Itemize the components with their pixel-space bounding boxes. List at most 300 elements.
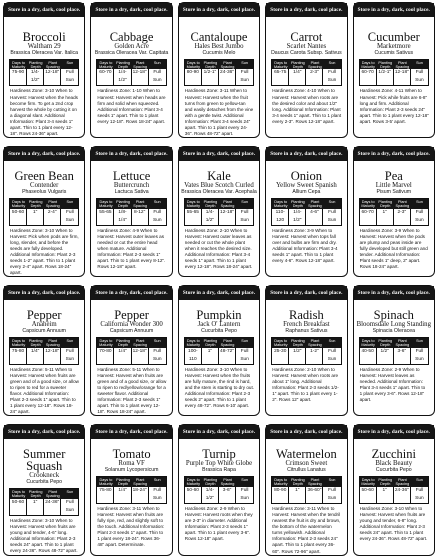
table-header-cell: Days to Maturity: [361, 199, 375, 208]
plant-name: Watermelon: [276, 447, 337, 462]
table-value-cell: 100-110: [185, 348, 202, 364]
plant-variety: California Wonder 300: [100, 321, 163, 329]
plant-name: Cantaloupe: [190, 30, 248, 44]
table-header-cell: Plant Spacing: [395, 477, 410, 487]
table-header-cell: Sun: [61, 338, 78, 347]
table-value-cell: 3-6": [394, 348, 411, 364]
seed-label-card: [3, 2, 85, 138]
storage-instruction-header: Store in a dry, dark, cool place.: [266, 3, 346, 17]
seed-label-card: [265, 146, 347, 277]
seed-label-card: [353, 424, 435, 555]
storage-instruction-header: Store in a dry, dark, cool place.: [4, 3, 84, 17]
plant-name: Pea: [384, 169, 403, 184]
table-header-cell: Planting Depth: [378, 477, 393, 487]
table-value-cell: 1": [377, 209, 394, 225]
latin-name: Cucurbita Pepo: [201, 328, 237, 335]
table-value-cell: 1": [377, 487, 394, 503]
table-value-cell: 1/4-1/2": [114, 69, 131, 85]
table-value-cell: Full Sun: [65, 209, 75, 223]
growing-info-table: [96, 59, 166, 86]
table-value-cell: 1/4": [289, 69, 306, 85]
table-header-cell: Planting Depth: [116, 199, 130, 208]
latin-name: Brassica Oleracea Var. Italica: [10, 50, 79, 56]
storage-instruction-header: Store in a dry, dark, cool place.: [179, 286, 259, 300]
plant-name: Summer Squash: [23, 447, 66, 474]
latin-name: Cucurbita Pepo: [26, 479, 63, 486]
storage-instruction-header: Store in a dry, dark, cool place.: [354, 425, 434, 439]
growing-instructions: Hardiness Zone: 3-9 When to Harvest: Harvest when the pods are plump and peas inside are fully developed but still green and tender. Additional Information: Plant seeds 1" deep, 2" apart. Rows 18-24" apart.: [359, 227, 428, 270]
plant-name: Pepper: [26, 308, 62, 323]
growing-instructions: Hardiness Zone: 5-11 When to Harvest: Harvest when fruits are green and of a good size, or allow to ripen to red for a sweeter flavor. Additional Information: Plant 2-3 seeds 1" apart. Thin to 1 plant every 12-18". Rows 18-24" apart.: [10, 366, 79, 415]
growing-info-table: [9, 488, 79, 515]
table-header-cell: Sun: [61, 199, 78, 208]
seed-label-card: [3, 424, 85, 555]
latin-name: Pisum Sativum: [376, 189, 412, 196]
table-header-cell: Sun: [236, 338, 253, 347]
table-value-cell: Full Sun: [415, 348, 424, 362]
table-value-cell: 4-6": [306, 209, 323, 225]
growing-instructions: Hardiness Zone: 3-10 When to Harvest: Harvest when fruits are young and tender, 6-8" long. Additional Information: Plant 2-3 seeds 24" apart. Thin to 1 plant every 24-36". Rows 48-72" apart.: [359, 505, 428, 542]
growing-info-table: [271, 59, 341, 86]
table-value-cell: 40-50: [360, 348, 377, 364]
plant-variety: French Breakfast: [283, 321, 330, 329]
table-value-cell: 24-36": [44, 499, 61, 515]
table-header-cell: Days to Maturity: [361, 338, 375, 348]
growing-info-table: [359, 476, 429, 503]
plant-variety: Purple Top White Globe: [185, 460, 253, 468]
table-header-cell: Sun: [411, 477, 428, 486]
table-header-cell: Days to Maturity: [273, 60, 288, 69]
table-value-cell: 1/2-1": [202, 69, 219, 85]
latin-name: Cucumis Melo: [202, 50, 236, 56]
growing-instructions: Hardiness Zone: 4-11 When to Harvest: Pick while fruits are 6-8" long and firm. Additional Information: Plant 2-3 seeds 24" apart. Thin to 1 plant every 12-18" apart. Rows 3-5' apart.: [359, 88, 429, 124]
table-header-cell: Sun: [236, 199, 253, 208]
plant-name: Cucumber: [367, 30, 420, 44]
storage-instruction-header: Store in a dry, dark, cool place.: [179, 3, 259, 17]
plant-variety: Waltham 29: [27, 43, 61, 50]
table-header-cell: Plant Spacing: [45, 199, 60, 208]
plant-variety: Crookneck: [29, 472, 60, 480]
table-header-cell: Sun: [323, 199, 340, 208]
table-value-cell: 1/4": [114, 348, 131, 364]
table-value-cell: 80-90: [185, 69, 202, 85]
plant-variety: Yellow Sweet Spanish: [275, 182, 337, 190]
plant-name: Pepper: [114, 308, 149, 323]
table-header-cell: Planting Depth: [290, 60, 305, 69]
table-value-cell: Full Sun: [415, 70, 424, 84]
table-value-cell: 55-65: [185, 209, 202, 225]
plant-name: Turnip: [202, 447, 236, 462]
table-value-cell: 8-12": [132, 209, 149, 225]
plant-variety: Anaheim: [31, 321, 57, 329]
table-value-cell: 1": [202, 348, 219, 364]
table-value-cell: 12-18": [44, 69, 61, 85]
growing-info-table: [359, 59, 429, 86]
table-header-cell: Days to Maturity: [11, 60, 26, 69]
table-value-cell: 1": [27, 209, 44, 225]
seed-label-card: [353, 285, 435, 416]
growing-instructions: Hardiness Zone: 3-10 When to Harvest: Harvest when fruits are young and tender, 4-6" long. Additional Information: Plant 2-3 seeds 24" apart. Thin to 1 plant every 24-36". Rows 48-72" apart.: [10, 517, 78, 554]
latin-name: Brassica Oleracea Var. Capitata: [94, 50, 169, 56]
table-header-cell: Sun: [411, 338, 428, 347]
table-value-cell: Full Sun: [65, 348, 75, 362]
plant-variety: Little Marvel: [375, 182, 412, 190]
growing-info-table: [271, 476, 341, 503]
growing-info-table: [271, 198, 341, 225]
table-header-cell: Plant Spacing: [220, 199, 235, 208]
table-header-cell: Days to Maturity: [186, 338, 201, 348]
table-value-cell: Full Sun: [327, 209, 337, 223]
table-header-cell: Sun: [323, 477, 340, 486]
table-value-cell: Full Sun: [415, 487, 424, 501]
plant-name: Radish: [289, 308, 324, 323]
table-value-cell: 1/4-1/2": [202, 487, 219, 503]
table-header-cell: Sun: [149, 199, 166, 208]
table-value-cell: 12-18": [394, 69, 411, 85]
storage-instruction-header: Store in a dry, dark, cool place.: [4, 286, 84, 300]
plant-name: Green Bean: [14, 169, 74, 184]
table-value-cell: 24-36": [394, 487, 411, 503]
latin-name: Daucus Carota Subsp. Sativus: [271, 50, 342, 56]
table-header-cell: Days to Maturity: [273, 199, 288, 208]
plant-variety: Jack O' Lantern: [197, 321, 241, 329]
table-header-cell: Days to Maturity: [186, 199, 201, 208]
table-value-cell: 1/2-1": [377, 69, 394, 85]
storage-instruction-header: Store in a dry, dark, cool place.: [4, 147, 84, 161]
table-value-cell: 12-18": [219, 209, 236, 225]
table-value-cell: Full Sun: [415, 209, 424, 223]
plant-variety: Crimson Sweet: [285, 460, 328, 468]
table-value-cell: Full Sun: [240, 209, 249, 223]
table-header-cell: Days to Maturity: [99, 338, 113, 348]
table-header-cell: Plant Spacing: [308, 477, 322, 487]
table-value-cell: 1/8-1/4": [114, 209, 131, 225]
table-value-cell: 2-3": [306, 69, 323, 85]
seed-label-card: [353, 146, 435, 277]
seed-label-card: [3, 285, 85, 416]
table-header-cell: Days to Maturity: [273, 477, 288, 487]
table-value-cell: Full Sun: [152, 70, 162, 84]
table-header-cell: Planting Depth: [28, 489, 43, 499]
table-header-cell: Days to Maturity: [99, 60, 113, 69]
growing-instructions: Hardiness Zone: 4-9 When to Harvest: Harvest outer leaves as needed or cut the entire head when mature. Additional Information: Plant 2-3 seeds 1" apart. Thin to 1 plant every 8-12". Rows 12-18" apart.: [97, 227, 166, 270]
table-header-cell: Plant Spacing: [395, 60, 410, 69]
seed-label-card: [90, 285, 172, 416]
table-value-cell: 55-65: [97, 209, 114, 225]
latin-name: Citrullus Lanatus: [287, 467, 326, 474]
table-value-cell: 24-36": [219, 69, 236, 85]
growing-info-table: [184, 476, 254, 503]
storage-instruction-header: Store in a dry, dark, cool place.: [91, 147, 171, 161]
seed-label-card: [353, 2, 435, 138]
table-header-cell: Plant Spacing: [45, 489, 60, 499]
plant-variety: Roma VF: [118, 460, 145, 468]
table-value-cell: 60-70: [360, 69, 377, 85]
seed-label-card: [265, 424, 347, 555]
table-value-cell: 1/4-1/2": [289, 209, 306, 225]
latin-name: Capsicum Annuum: [22, 328, 66, 335]
table-header-cell: Planting Depth: [116, 60, 130, 69]
growing-instructions: Hardiness Zone: 3-11 When to Harvest: Harvest when fruits are fully ripe, red, and slightly soft to the touch. Additional Information: Plant 2-3 seeds 1" apart. Thin to 1 plant every 18-24". Rows 36-48" apart. Determinate.: [97, 505, 165, 548]
table-header-cell: Sun: [323, 60, 340, 69]
table-header-cell: Plant Spacing: [395, 199, 410, 208]
table-header-cell: Plant Spacing: [133, 338, 147, 348]
table-header-cell: Plant Spacing: [45, 338, 60, 348]
table-header-cell: Days to Maturity: [273, 338, 288, 348]
growing-info-table: [96, 198, 166, 225]
table-header-cell: Planting Depth: [203, 338, 218, 348]
latin-name: Allium Cepa: [292, 189, 321, 196]
seed-label-card: [178, 424, 260, 555]
table-value-cell: 12-18": [44, 348, 61, 364]
plant-variety: Bloomsdale Long Standing: [356, 321, 431, 329]
latin-name: Capsicum Annuum: [109, 328, 154, 335]
table-header-cell: Days to Maturity: [361, 477, 375, 487]
table-value-cell: 60-70: [97, 69, 114, 85]
seed-label-card: [90, 146, 172, 277]
table-header-cell: Days to Maturity: [186, 60, 201, 69]
seed-label-card: [265, 2, 347, 138]
growing-instructions: Hardiness Zone: 1-10 When to Harvest: Harvest when heads are firm and solid when squeezed. Additional Information: Plant 3-4 seeds 1" apart. Thin to 1 plant every 12-18". Rows 18-24" apart.: [97, 88, 166, 124]
growing-instructions: Hardiness Zone: 2-9 When to Harvest: Harvest roots when they are 2-3" in diameter. Additional Information: Plant 2-3 seeds 1" apart. Thin to 1 plant every 3-6". Rows 12-18" apart.: [184, 505, 253, 542]
latin-name: Brassica Oleracea Var. Acephala: [181, 189, 257, 196]
table-value-cell: Full Sun: [240, 487, 249, 501]
table-header-cell: Plant Spacing: [308, 60, 322, 69]
table-header-cell: Plant Spacing: [220, 60, 235, 69]
table-header-cell: Plant Spacing: [395, 338, 410, 348]
growing-info-table: [96, 337, 166, 364]
table-value-cell: 1/2": [289, 348, 306, 364]
table-value-cell: 36-60": [306, 487, 323, 503]
growing-info-table: [9, 337, 79, 364]
growing-instructions: Hardiness Zone: 3-11 When to Harvest: Harvest when the tendril nearest the fruit is dry and brown, the bottom of the watermelon turns yellowish. Additional Information: Plant 2-3 seeds 24" apart. Thin to 1 plant every 36-60". Rows 72-96" apart.: [272, 505, 341, 554]
table-value-cell: 18-24": [132, 487, 149, 503]
latin-name: Cucurbita Pepo: [375, 467, 412, 474]
table-value-cell: 1/4": [114, 487, 131, 503]
table-value-cell: 1/4": [27, 348, 44, 364]
growing-info-table: [184, 198, 254, 225]
table-header-cell: Days to Maturity: [186, 477, 201, 487]
seed-label-card: [178, 146, 260, 277]
table-value-cell: 1/2": [377, 348, 394, 364]
table-header-cell: Sun: [61, 489, 78, 498]
table-header-cell: Planting Depth: [290, 338, 305, 348]
growing-instructions: Hardiness Zone: 5-11 When to Harvest: Harvest when fruits are green and of a good size, or allow to ripen to red/yellow/orange for a sweeter flavor. Additional Information: Plant 2-3 seeds 1" apart. Thin to 1 plant every 12-18". Rows 18-24" apart.: [97, 366, 167, 415]
table-value-cell: 75-80: [10, 348, 27, 364]
table-header-cell: Planting Depth: [378, 199, 393, 208]
table-value-cell: 48-72": [219, 348, 236, 364]
table-value-cell: 25-30: [272, 348, 289, 364]
table-header-cell: Plant Spacing: [308, 338, 322, 348]
table-header-cell: Plant Spacing: [133, 199, 147, 208]
table-header-cell: Planting Depth: [378, 338, 393, 348]
table-value-cell: Full Sun: [327, 70, 337, 84]
growing-instructions: Hardiness Zone: 3-10 When to Harvest: Harvest when the heads become firm. To get a 2nd crop harvest the whole by cutting it on a diagonal slant. Additional Information: Plant 3-4 seeds 1" apart. Thin to 1 plant every 12-18". Rows 24-36" apart.: [10, 88, 78, 137]
seed-label-card: [265, 285, 347, 416]
plant-variety: Hales Best Jumbo: [194, 43, 244, 50]
table-header-cell: Sun: [61, 60, 78, 69]
table-value-cell: 65-75: [272, 69, 289, 85]
table-value-cell: Full Sun: [240, 70, 249, 84]
plant-name: Lettuce: [112, 169, 151, 184]
table-value-cell: 80-90: [272, 487, 289, 503]
table-header-cell: Days to Maturity: [99, 199, 113, 208]
table-value-cell: Full Sun: [65, 499, 75, 513]
table-header-cell: Sun: [411, 199, 428, 208]
table-value-cell: 50-60: [185, 487, 202, 503]
plant-name: Tomato: [112, 447, 151, 462]
table-value-cell: 1": [27, 499, 44, 515]
plant-name: Carrot: [290, 30, 323, 44]
storage-instruction-header: Store in a dry, dark, cool place.: [266, 286, 346, 300]
plant-variety: Vates Blue Scotch Curled: [184, 182, 254, 190]
growing-instructions: Hardiness Zone: 3-9 When to Harvest: Harvest when tops fall over and bulbs are firm and dry. Additional Information: Plant 3-4 seeds 1" apart. Thin to 1 plant every 4-6". Rows 12-18" apart.: [272, 227, 338, 264]
table-value-cell: 75-80: [97, 487, 114, 503]
growing-instructions: Hardiness Zone: 2-10 When to Harvest: Harvest outer leaves as needed or cut the whole plant when it reaches the desired size. Additional Information: Plant 3-4 seeds 1" apart. Thin to 1 plant every 12-18". Rows 18-24" apart.: [184, 227, 253, 270]
latin-name: Raphanus Sativus: [285, 328, 328, 335]
storage-instruction-header: Store in a dry, dark, cool place.: [91, 425, 171, 439]
latin-name: Phaseolus Vulgaris: [22, 189, 67, 196]
table-header-cell: Days to Maturity: [361, 60, 375, 69]
storage-instruction-header: Store in a dry, dark, cool place.: [179, 147, 259, 161]
table-header-cell: Planting Depth: [28, 60, 43, 69]
table-header-cell: Sun: [149, 338, 166, 347]
table-value-cell: 50-60: [10, 499, 27, 515]
storage-instruction-header: Store in a dry, dark, cool place.: [354, 286, 434, 300]
latin-name: Solanum Lycopersicum: [104, 467, 159, 474]
table-header-cell: Plant Spacing: [133, 477, 147, 487]
table-header-cell: Sun: [323, 338, 340, 347]
table-header-cell: Plant Spacing: [220, 477, 235, 487]
table-value-cell: Full Sun: [152, 209, 162, 223]
storage-instruction-header: Store in a dry, dark, cool place.: [354, 3, 434, 17]
table-value-cell: Full Sun: [240, 348, 249, 362]
table-header-cell: Planting Depth: [203, 477, 218, 487]
plant-variety: Buttercrunch: [113, 182, 150, 190]
table-header-cell: Plant Spacing: [133, 60, 147, 69]
growing-info-table: [359, 198, 429, 225]
growing-info-table: [271, 337, 341, 364]
table-header-cell: Planting Depth: [290, 199, 305, 208]
table-header-cell: Days to Maturity: [11, 199, 26, 208]
storage-instruction-header: Store in a dry, dark, cool place.: [266, 425, 346, 439]
growing-info-table: [9, 59, 79, 86]
storage-instruction-header: Store in a dry, dark, cool place.: [354, 147, 434, 161]
seed-label-card: [178, 285, 260, 416]
table-header-cell: Planting Depth: [28, 199, 43, 208]
storage-instruction-header: Store in a dry, dark, cool place.: [91, 3, 171, 17]
plant-name: Onion: [290, 169, 323, 184]
table-header-cell: Sun: [236, 477, 253, 486]
growing-instructions: Hardiness Zone: 3-11 When to Harvest: Harvest when the fruit turns from green to yellow-tan and easily detaches from the vine with a gentle twist. Additional Information: Plant 3-4 seeds 24" apart. Thin to 1 plant every 24-36". Rows 48-72" apart.: [184, 88, 254, 137]
plant-variety: Black Beauty: [375, 460, 413, 468]
storage-instruction-header: Store in a dry, dark, cool place.: [266, 147, 346, 161]
seed-label-sheet: [3, 2, 435, 554]
table-value-cell: Full Sun: [152, 487, 162, 501]
table-header-cell: Plant Spacing: [45, 60, 60, 69]
growing-info-table: [184, 337, 254, 364]
growing-instructions: Hardiness Zone: 3-10 When to Harvest: Harvest when the fruits are fully mature, the rind is hard, and the stem is starting to dry out. Additional Information: Plant 2-3 seeds 2" apart. Thin to 1 plant every 48-72". Rows 6-10' apart.: [184, 366, 254, 409]
table-header-cell: Days to Maturity: [99, 477, 113, 487]
plant-variety: Contender: [30, 182, 59, 190]
seed-label-card: [178, 2, 260, 138]
table-value-cell: 12-18": [132, 69, 149, 85]
growing-info-table: [96, 476, 166, 503]
plant-variety: Marketmore: [377, 43, 411, 50]
table-value-cell: 50-60: [10, 209, 27, 225]
plant-name: Broccoli: [22, 30, 66, 44]
table-header-cell: Sun: [149, 477, 166, 486]
seed-label-card: [3, 146, 85, 277]
table-value-cell: 2-4": [44, 209, 61, 225]
latin-name: Brassica Rapa: [202, 467, 236, 474]
table-header-cell: Sun: [411, 60, 428, 69]
table-header-cell: Planting Depth: [203, 199, 218, 208]
table-value-cell: 75-90: [10, 69, 27, 85]
table-value-cell: 1": [289, 487, 306, 503]
table-header-cell: Sun: [149, 60, 166, 69]
table-header-cell: Planting Depth: [28, 338, 43, 348]
growing-info-table: [184, 59, 254, 86]
table-header-cell: Sun: [236, 60, 253, 69]
plant-name: Kale: [207, 169, 231, 184]
plant-name: Spinach: [373, 308, 414, 323]
table-header-cell: Days to Maturity: [11, 338, 26, 348]
seed-label-card: [90, 424, 172, 555]
growing-instructions: Hardiness Zone: 3-10 When to Harvest: Pick when pods are firm, long, slender, and before the seeds are fully developed. Additional Information: Plant 2-3 seeds 1-2" apart. Thin to 1 plant every 2-4" apart. Rows 18-24" apart.: [10, 227, 79, 276]
table-value-cell: 110-120: [272, 209, 289, 225]
growing-instructions: Hardiness Zone: 2-9 When to Harvest: Harvest leaves as needed. Additional Information: Plant 3-4 seeds 1" apart. Thin to 1 plant every 3-6". Rows 12-18" apart.: [359, 366, 426, 403]
plant-name: Pumpkin: [196, 308, 242, 323]
table-header-cell: Days to Maturity: [11, 489, 26, 499]
plant-variety: Golden Acre: [114, 43, 149, 50]
table-header-cell: Planting Depth: [378, 60, 393, 69]
storage-instruction-header: Store in a dry, dark, cool place.: [91, 286, 171, 300]
storage-instruction-header: Store in a dry, dark, cool place.: [4, 425, 84, 439]
table-value-cell: 12-18": [132, 348, 149, 364]
latin-name: Cucumis Sativus: [374, 50, 414, 56]
table-header-cell: Plant Spacing: [308, 199, 322, 208]
storage-instruction-header: Store in a dry, dark, cool place.: [179, 425, 259, 439]
growing-info-table: [9, 198, 79, 225]
growing-instructions: Hardiness Zone: 4-10 When to Harvest: Harvest when roots are the desired color and about 1/2" long. Additional Information: Plant 3-4 seeds 1" apart. Thin to 1 plant every 2-3". Rows 12-18" apart.: [272, 88, 342, 124]
table-header-cell: Plant Spacing: [220, 338, 235, 348]
table-value-cell: 1/4-1/2": [27, 69, 44, 85]
table-header-cell: Planting Depth: [116, 338, 130, 348]
plant-variety: Scarlet Nantes: [286, 43, 327, 50]
table-header-cell: Planting Depth: [116, 477, 130, 487]
table-value-cell: 60-70: [360, 209, 377, 225]
table-header-cell: Planting Depth: [290, 477, 305, 487]
table-value-cell: 50-60: [360, 487, 377, 503]
growing-instructions: Hardiness Zone: 2-10 When to Harvest: Harvest when roots are about 1" long. Additional Information: Plant 2-3 seeds 1/2-1" apart. Thin to 1 plant every 1-2". Rows 12" apart.: [272, 366, 339, 403]
table-value-cell: Full Sun: [327, 348, 337, 362]
plant-name: Cabbage: [109, 30, 154, 44]
table-header-cell: Planting Depth: [203, 60, 218, 69]
table-value-cell: Full Sun: [152, 348, 162, 362]
table-value-cell: 3-6": [219, 487, 236, 503]
table-value-cell: 2-3": [394, 209, 411, 225]
table-value-cell: Full Sun: [65, 70, 75, 84]
table-value-cell: Full Sun: [327, 487, 337, 501]
table-value-cell: 1/4-1/2": [202, 209, 219, 225]
latin-name: Lactuca Sativa: [114, 189, 149, 196]
seed-label-card: [90, 2, 172, 138]
table-value-cell: 1-2": [306, 348, 323, 364]
table-value-cell: 70-80: [97, 348, 114, 364]
plant-name: Zucchini: [371, 447, 417, 462]
growing-info-table: [359, 337, 429, 364]
